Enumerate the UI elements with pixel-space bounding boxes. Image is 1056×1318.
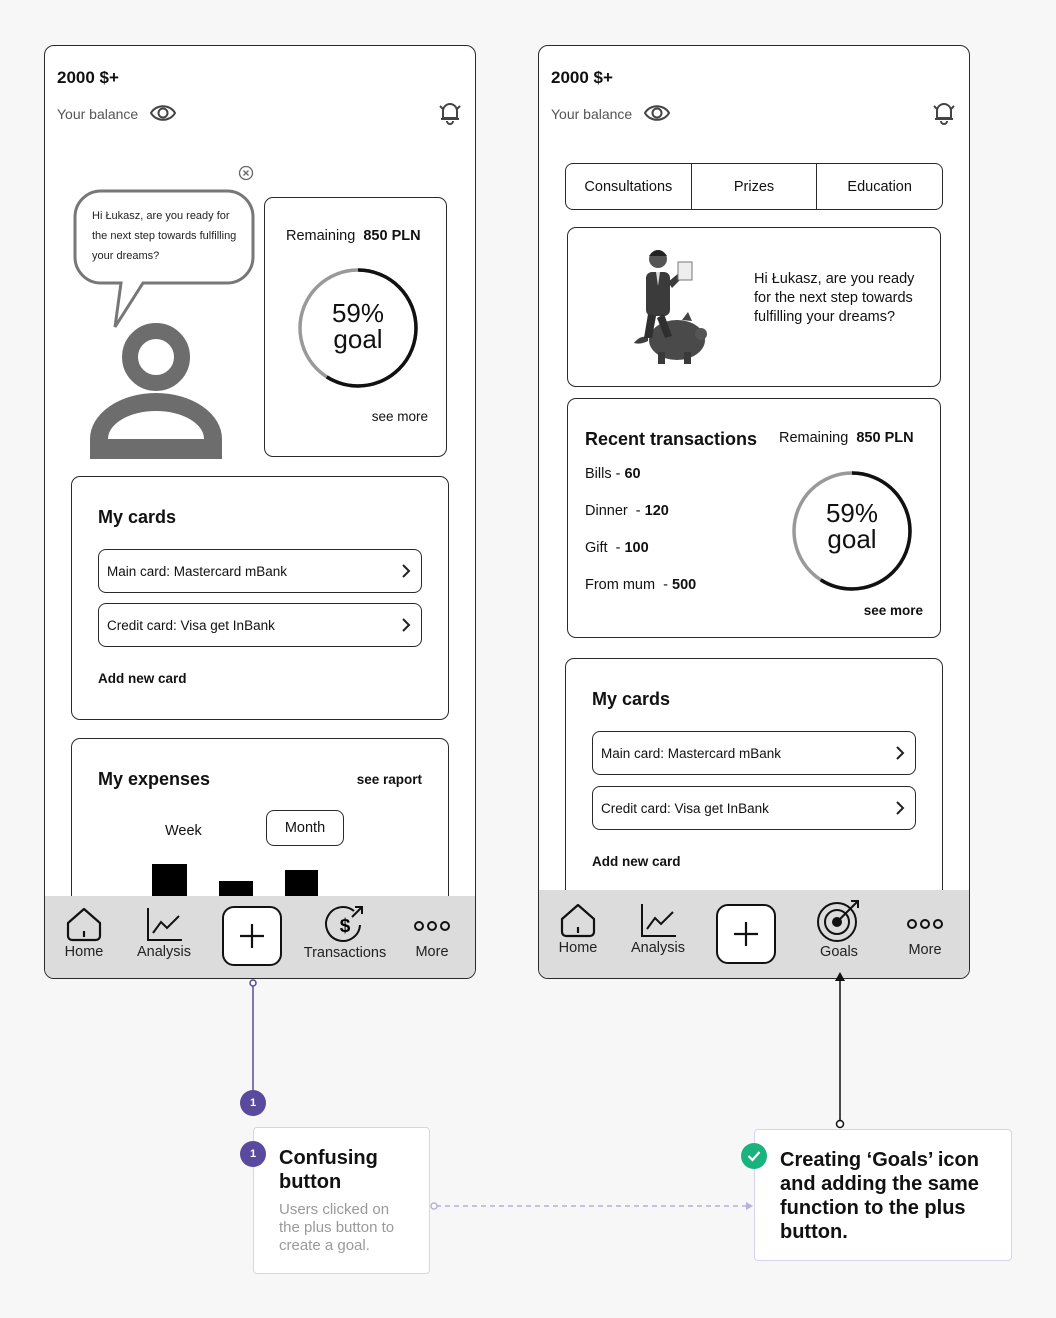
see-more-link[interactable]: see more [863, 603, 923, 618]
my-cards-title: My cards [592, 689, 671, 709]
nav-more-label: More [415, 944, 449, 960]
transaction-amount: 500 [672, 577, 697, 593]
solution-note [754, 1129, 1012, 1261]
step-number-badge: 1 [240, 1090, 266, 1116]
add-new-card-link[interactable]: Add new card [592, 854, 681, 869]
transaction-label: Dinner - [585, 503, 645, 519]
transaction-label: Gift - [585, 540, 625, 556]
remaining-label: Remaining [286, 228, 356, 244]
card-row-label: Credit card: Visa get InBank [601, 800, 769, 816]
remaining-value: 850 PLN [856, 430, 914, 446]
hero-text: Hi Łukasz, are you ready for the next step towards fulfilling your dreams? [754, 271, 915, 325]
problem-body: Users clicked on the plus button to create a goal. [279, 1201, 395, 1254]
transaction-amount: 100 [624, 540, 649, 556]
see-raport-link[interactable]: see raport [356, 772, 422, 787]
transaction-label: Bills - [585, 466, 625, 482]
speech-text: Hi Łukasz, are you ready for the next step towards fulfilling your dreams? [92, 210, 237, 262]
transaction-label: From mum - [585, 577, 672, 593]
remaining-label: Remaining [779, 430, 849, 446]
my-cards-title: My cards [98, 507, 177, 527]
add-new-card-link[interactable]: Add new card [98, 671, 187, 686]
step-number-badge: 1 [240, 1141, 266, 1167]
problem-title: Confusing button [279, 1147, 378, 1193]
problem-note [249, 1127, 430, 1274]
svg-text:$: $ [339, 916, 351, 937]
balance-amount: 2000 $+ [57, 68, 119, 87]
tab-education[interactable]: Education [847, 178, 912, 195]
month-tab[interactable]: Month [266, 810, 344, 846]
card-row-label: Credit card: Visa get InBank [107, 617, 275, 633]
week-tab[interactable]: Week [165, 823, 202, 839]
card-row-label: Main card: Mastercard mBank [601, 745, 782, 761]
goal-word: goal [333, 324, 383, 354]
see-more-link[interactable]: see more [371, 409, 428, 424]
transaction-amount: 120 [644, 503, 669, 519]
nav-transactions-label: Transactions [303, 945, 387, 961]
balance-amount: 2000 $+ [551, 68, 613, 87]
nav-home-label: Home [558, 940, 598, 956]
goal-percent: 59% [825, 498, 879, 528]
nav-goals-label: Goals [820, 944, 858, 960]
my-expenses-title: My expenses [98, 769, 211, 789]
nav-more-label: More [908, 942, 942, 958]
nav-analysis-label: Analysis [631, 940, 685, 956]
tab-consultations[interactable]: Consultations [566, 164, 692, 209]
nav-analysis-label: Analysis [137, 944, 191, 960]
goal-word: goal [827, 524, 877, 554]
success-check-icon [741, 1143, 767, 1169]
nav-home-label: Home [64, 944, 104, 960]
goal-percent: 59% [331, 298, 385, 328]
card-row-label: Main card: Mastercard mBank [107, 563, 288, 579]
balance-label: Your balance [57, 106, 139, 122]
remaining-value: 850 PLN [363, 228, 421, 244]
transaction-amount: 60 [624, 466, 641, 482]
solution-title: Creating ‘Goals’ icon and adding the same function to the plus button. [780, 1149, 979, 1243]
recent-transactions-title: Recent transactions [585, 429, 758, 449]
tab-prizes[interactable]: Prizes [692, 164, 818, 209]
balance-label: Your balance [551, 106, 633, 122]
